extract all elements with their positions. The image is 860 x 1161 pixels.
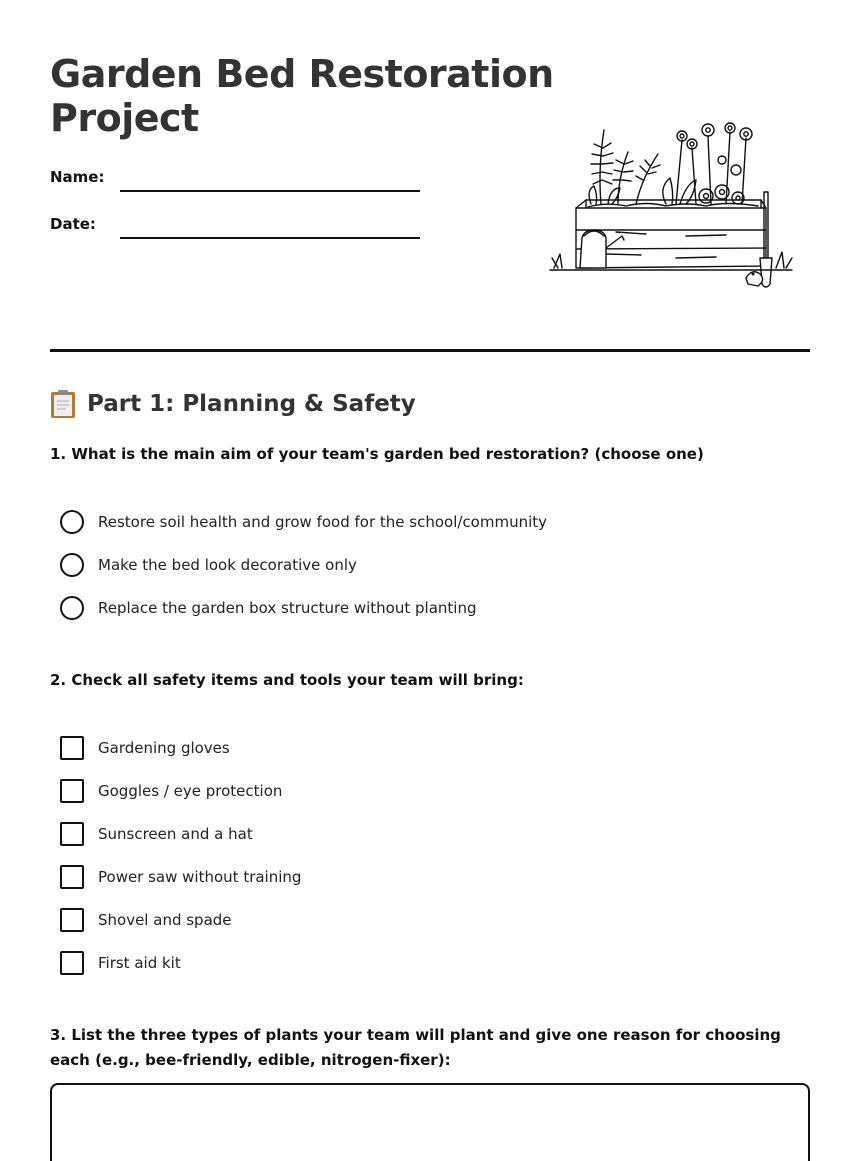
option-label: Power saw without training: [98, 868, 302, 886]
name-label: Name:: [50, 168, 105, 186]
clipboard-icon: [50, 389, 76, 419]
date-label: Date:: [50, 215, 96, 233]
question-3: 3. List the three types of plants your team will plant and give one reason for choosing each (e.g., bee-friendly, edible, nitrogen-fixer):: [50, 1026, 781, 1069]
option-label: Sunscreen and a hat: [98, 825, 253, 843]
name-field[interactable]: [50, 162, 420, 192]
option-label: Restore soil health and grow food for the school/community: [98, 513, 548, 531]
question-2: 2. Check all safety items and tools your team will bring:: [50, 671, 524, 689]
radio-button[interactable]: [60, 596, 84, 620]
q2-option-goggles[interactable]: [60, 778, 282, 804]
name-input-line[interactable]: [120, 190, 420, 192]
q1-option-1[interactable]: [60, 509, 547, 535]
q2-option-gloves[interactable]: [60, 735, 230, 761]
option-label: Make the bed look decorative only: [98, 556, 357, 574]
q2-option-first-aid[interactable]: [60, 950, 181, 976]
option-label: Replace the garden box structure without planting: [98, 599, 477, 617]
option-label: Gardening gloves: [98, 739, 230, 757]
q1-option-3[interactable]: [60, 595, 476, 621]
checkbox[interactable]: [60, 865, 84, 889]
question-1: 1. What is the main aim of your team's garden bed restoration? (choose one): [50, 445, 704, 463]
radio-button[interactable]: [60, 553, 84, 577]
part-1-heading: [50, 388, 416, 420]
date-field[interactable]: [50, 209, 420, 239]
q1-option-2[interactable]: [60, 552, 357, 578]
checkbox[interactable]: [60, 951, 84, 975]
checkbox[interactable]: [60, 908, 84, 932]
q3-answer-textarea[interactable]: [50, 1083, 810, 1161]
q2-option-power-saw[interactable]: [60, 864, 301, 890]
page-title: Garden Bed Restoration Project: [50, 52, 554, 140]
option-label: Goggles / eye protection: [98, 782, 283, 800]
date-input-line[interactable]: [120, 237, 420, 239]
garden-bed-illustration: [546, 108, 796, 298]
option-label: First aid kit: [98, 954, 181, 972]
q2-option-shovel[interactable]: [60, 907, 232, 933]
checkbox[interactable]: [60, 779, 84, 803]
q2-option-sunscreen[interactable]: [60, 821, 253, 847]
checkbox[interactable]: [60, 822, 84, 846]
radio-button[interactable]: [60, 510, 84, 534]
option-label: Shovel and spade: [98, 911, 232, 929]
header-divider: [50, 349, 810, 352]
part-1-title: Part 1: Planning & Safety: [87, 391, 416, 417]
checkbox[interactable]: [60, 736, 84, 760]
